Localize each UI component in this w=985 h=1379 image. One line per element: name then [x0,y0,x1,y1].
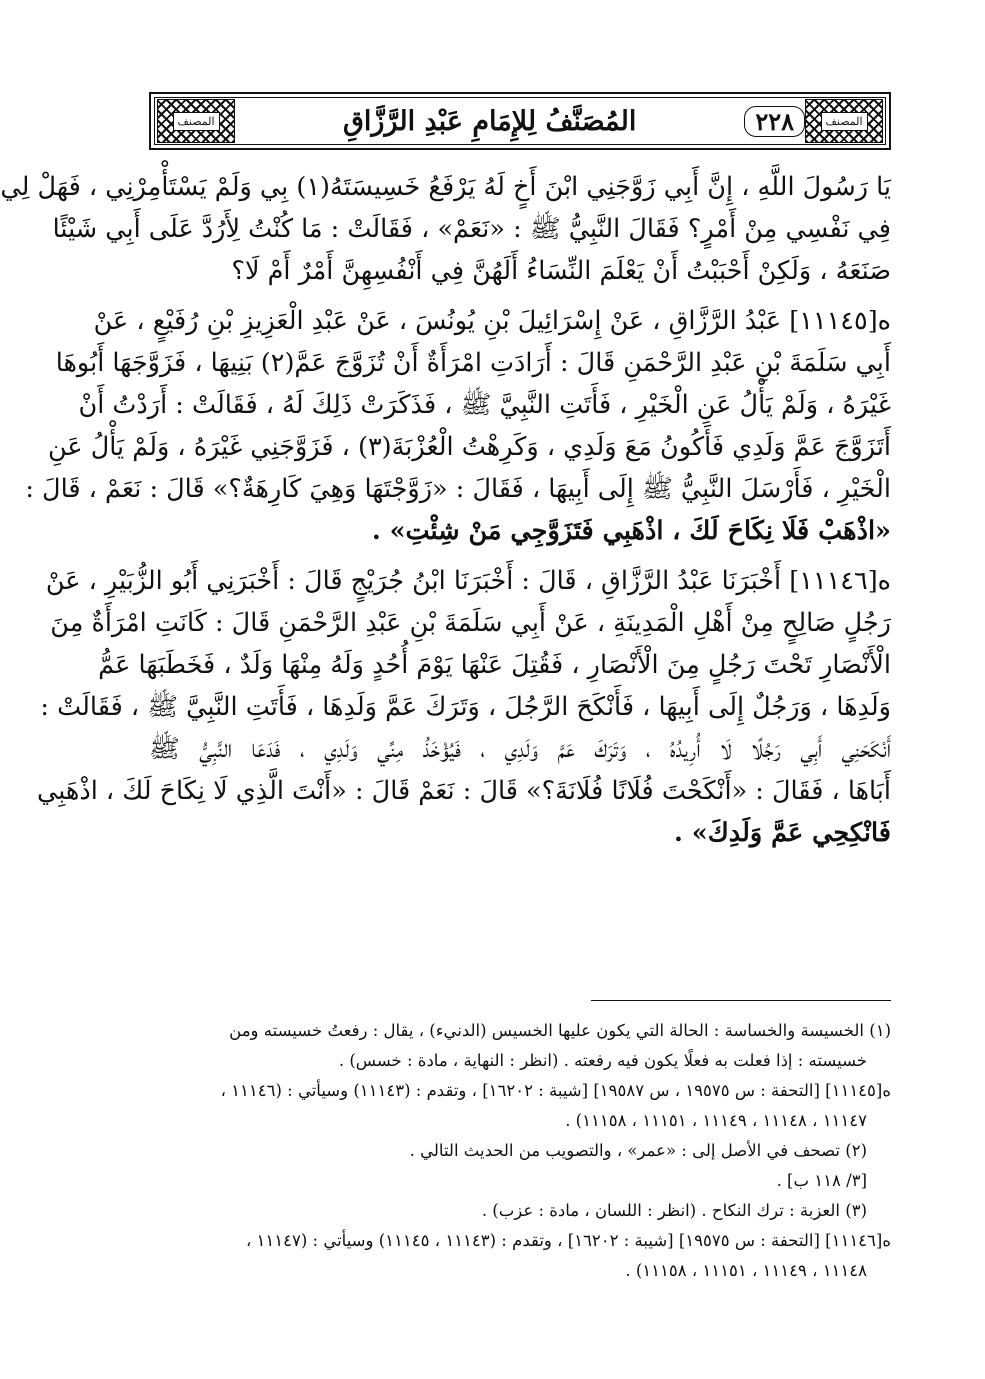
ornament-right-text: المصنف [821,112,868,131]
main-text [0,166,891,854]
text-line: صَنَعَهُ ، وَلَكِنْ أَحْبَبْتُ أَنْ يَعْلَمَ النِّسَاءُ أَلَهُنَّ فِي أَنْفُسِهِنَّ أَمْرٌ أَمْ لَا؟ [231,256,891,286]
text-line: أَبِي سَلَمَةَ بْنِ عَبْدِ الرَّحْمَنِ قَالَ : أَرَادَتِ امْرَأَةٌ أَنْ تُزَوَّجَ عَمَّ(٢) بَنِيهَا ، فَزَوَّجَهَا أَبُوهَا [55,348,891,378]
header-ornament-right [805,99,883,143]
text-line: غَيْرَهُ ، وَلَمْ يَأْلُ عَنِ الْخَيْرِ ، فَأَتَتِ النَّبِيَّ ﷺ ، فَذَكَرَتْ ذَلِكَ لَهُ ، فَقَالَتْ : أَرَدْتُ أَنْ [78,390,891,420]
hadith-11145 [25,300,891,552]
text-line: أَبَاهَا ، فَقَالَ : «أَنْكَحْتَ فُلَانًا فُلَانَةَ؟» قَالَ : نَعَمْ قَالَ : «أَنْتَ الَّذِي لَا نِكَاحَ لَكَ ، اذْهَبِي [36,776,891,806]
text-line: وَلَدِهَا ، وَرَجُلٌ إِلَى أَبِيهَا ، فَأَنْكَحَ الرَّجُلَ ، وَتَرَكَ عَمَّ وَلَدِهَا ، فَأَتَتِ النَّبِيَّ ﷺ ، فَقَالَتْ : [40,692,891,722]
folio-marker: [٣/ ١١٨ ب] . [776,1171,867,1190]
footnote-1: (١) الخسيسة والخساسة : الحالة التي يكون عليها الخسيس (الدنيء) ، يقال : رفعتُ خسيسته ومن [229,1021,891,1040]
ornament-left-text: المصنف [173,112,220,131]
text-line: ه[١١١٤٦] أَخْبَرَنَا عَبْدُ الرَّزَّاقِ ، قَالَ : أَخْبَرَنَا ابْنُ جُرَيْجٍ قَالَ : أَخْبَرَنِي أَبُو الزُّبَيْرِ ، عَنْ [45,566,891,596]
paragraph-continuation [0,166,891,292]
text-line: فِي نَفْسِي مِنْ أَمْرٍ؟ فَقَالَ النَّبِيُّ ﷺ : «نَعَمْ» ، فَقَالَتْ : مَا كُنْتُ لِأَرُدَّ عَلَى أَبِي شَيْئًا [52,214,891,244]
takhrij-11146: ه[١١١٤٦] [التحفة : س ١٩٥٧٥] [شيبة : ١٦٢٠٢] ، وتقدم : (١١١٤٣ ، ١١١٤٥) وسيأتي : (١١١٤٧ ، [245,1231,891,1250]
footnotes [149,1016,891,1286]
text-line: ه[١١١٤٥] عَبْدُ الرَّزَّاقِ ، عَنْ إِسْرَائِيلَ بْنِ يُونُسَ ، عَنْ عَبْدِ الْعَزِيزِ بْنِ رُفَيْعٍ ، عَنْ [93,306,891,336]
footnote-1-cont: خسيسته : إذا فعلت به فعلًا يكون فيه رفعته . (انظر : النهاية ، مادة : خسس) . [338,1051,867,1070]
footnote-separator [591,1000,891,1001]
takhrij-11145-cont: ١١١٤٧ ، ١١١٤٨ ، ١١١٤٩ ، ١١١٥١ ، ١١١٥٨) . [565,1111,867,1130]
takhrij-11145: ه[١١١٤٥] [التحفة : س ١٩٥٧٥ ، س ١٩٥٨٧] [شيبة : ١٦٢٠٢] ، وتقدم : (١١١٤٣) وسيأتي : (١١١٤٦ ، [220,1081,891,1100]
page-header [149,92,891,150]
text-line: الْأَنْصَارِ تَحْتَ رَجُلٍ مِنَ الْأَنْصَارِ ، فَقُتِلَ عَنْهَا يَوْمَ أُحُدٍ وَلَهُ مِنْهَا وَلَدٌ ، فَخَطَبَهَا عَمُّ [98,650,891,680]
text-line: يَا رَسُولَ اللَّهِ ، إِنَّ أَبِي زَوَّجَنِي ابْنَ أَخٍ لَهُ يَرْفَعُ خَسِيسَتَهُ(١) بِي وَلَمْ يَسْتَأْمِرْنِي ، فَهَلْ لِي [0,172,891,202]
text-line: الْخَيْرِ ، فَأَرْسَلَ النَّبِيُّ ﷺ إِلَى أَبِيهَا ، فَقَالَ : «زَوَّجْتَهَا وَهِيَ كَارِهَةٌ؟» قَالَ : نَعَمْ ، قَالَ : [25,474,891,504]
text-line: فَانْكِحِي عَمَّ وَلَدِكَ» . [674,818,891,848]
page-number: ٢٢٨ [744,106,805,137]
text-line: أَتَزَوَّجَ عَمَّ وَلَدِي فَأَكُونُ مَعَ وَلَدِي ، وَكَرِهْتُ الْعُزْبَةَ(٣) ، فَزَوَّجَنِي غَيْرَهُ ، وَلَمْ يَأْلُ عَنِ [47,432,891,462]
takhrij-11146-cont: ١١١٤٨ ، ١١١٤٩ ، ١١١٥١ ، ١١١٥٨) . [625,1261,867,1280]
text-line: رَجُلٍ صَالِحٍ مِنْ أَهْلِ الْمَدِينَةِ ، عَنْ أَبِي سَلَمَةَ بْنِ عَبْدِ الرَّحْمَنِ قَالَ : كَانَتِ امْرَأَةٌ مِنَ [50,608,891,638]
hadith-11146 [36,560,891,854]
book-title: المُصَنَّفُ لِلإِمَامِ عَبْدِ الرَّزَّاقِ [342,105,637,137]
text-line: «اذْهَبْ فَلَا نِكَاحَ لَكَ ، اذْهَبِي فَتَزَوَّجِي مَنْ شِئْتِ» . [371,516,891,546]
header-ornament-left [157,99,235,143]
footnote-3: (٣) العزبة : ترك النكاح . (انظر : اللسان ، مادة : عزب) . [481,1201,867,1220]
footnote-2: (٢) تصحف في الأصل إلى : «عمر» ، والتصويب من الحديث التالي . [409,1141,867,1160]
text-line: أَنْكَحَنِي أَبِي رَجُلًا لَا أُرِيدُهُ ، وَتَرَكَ عَمَّ وَلَدِي ، فَيُؤْخَذُ مِنِّي وَلَدِي ، فَدَعَا النَّبِيُّ ﷺ [149,734,891,764]
